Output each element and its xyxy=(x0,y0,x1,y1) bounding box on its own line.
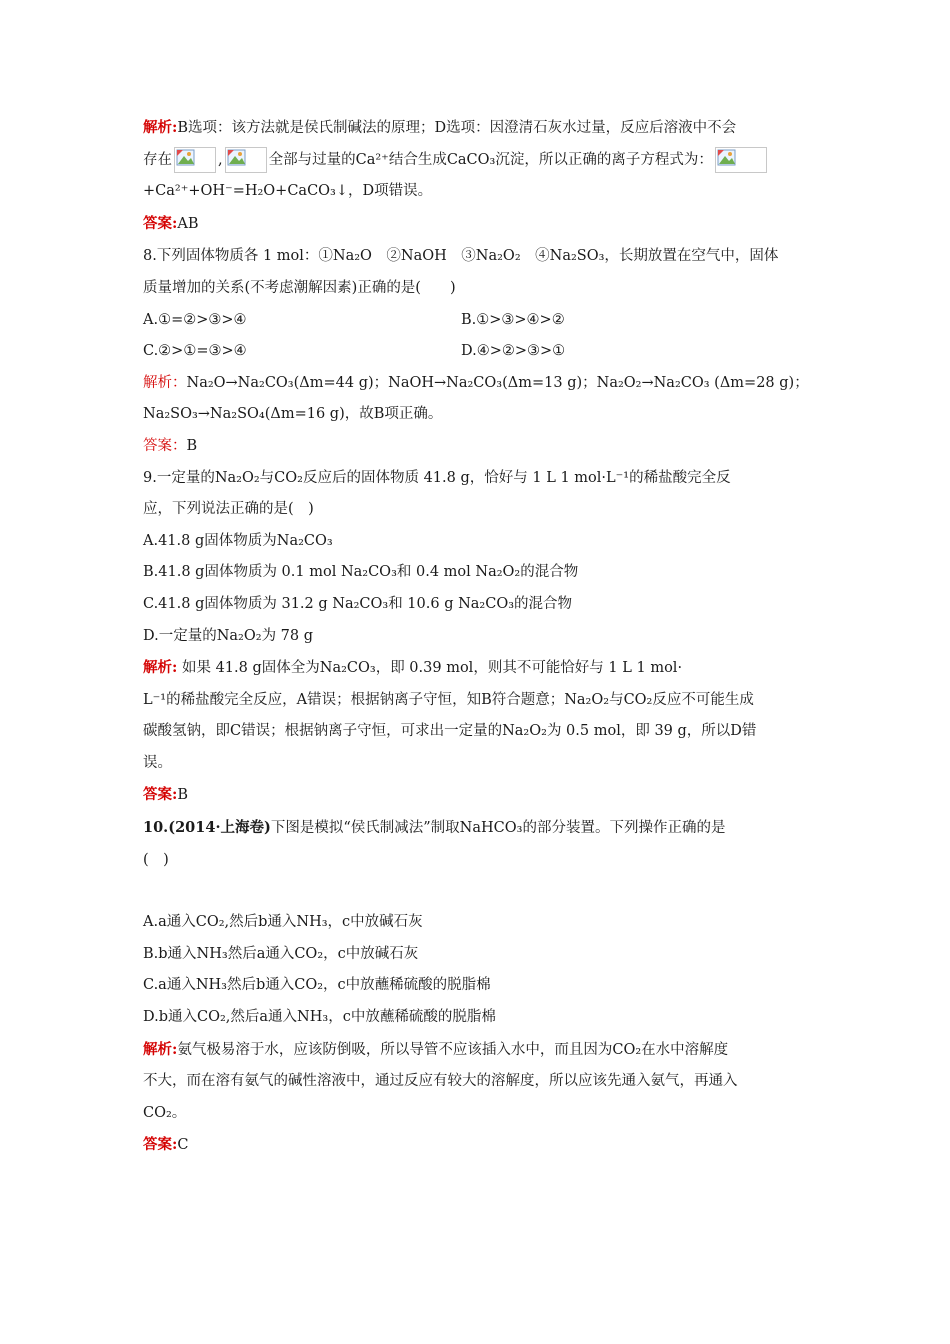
comma-text: , xyxy=(218,151,223,168)
q9-analysis-line1 xyxy=(143,652,809,685)
option-c: C.a通入NH₃然后b通入CO₂，c中放蘸稀硫酸的脱脂棉 xyxy=(143,977,491,994)
analysis-text: B选项：该方法就是侯氏制碱法的原理；D选项：因澄清石灰水过量，反应后溶液中不会 xyxy=(177,120,737,136)
option-b: B.41.8 g固体物质为 0.1 mol Na₂CO₃和 0.4 mol Na₂O₂的混合物 xyxy=(143,564,579,581)
option-a: A.a通入CO₂,然后b通入NH₃，c中放碱石灰 xyxy=(143,914,423,931)
q8-options-row2 xyxy=(143,336,809,368)
answer-label: 答案： xyxy=(143,437,187,454)
q7-analysis-line1 xyxy=(143,112,809,145)
q9-analysis-line3: 碳酸氢钠，即C错误；根据钠离子守恒，可求出一定量的Na₂O₂为 0.5 mol，即 39 g，所以D错 xyxy=(143,723,757,740)
answer-value: AB xyxy=(177,215,199,232)
q7-analysis-line2 xyxy=(143,145,809,177)
q10-answer xyxy=(143,1129,809,1162)
q8-stem-line1 xyxy=(143,240,809,273)
q10-analysis-line1 xyxy=(143,1034,809,1067)
option-d: D.一定量的Na₂O₂为 78 g xyxy=(143,627,314,644)
analysis-text: Na₂O→Na₂CO₃(Δm=44 g)；NaOH→Na₂CO₃(Δm=13 g)；Na₂O₂→Na₂CO₃ (Δm=28 g)； xyxy=(186,374,809,391)
analysis-text: 全部与过量的Ca²⁺结合生成CaCO₃沉淀，所以正确的离子方程式为： xyxy=(268,151,713,168)
q9-stem-line2: 应，下列说法正确的是( ) xyxy=(143,501,314,518)
q7-analysis-line3: +Ca²⁺+OH⁻=H₂O+CaCO₃↓，D项错误。 xyxy=(143,183,433,200)
q10-stem-line2: ( ) xyxy=(143,851,169,868)
q10-analysis-line3: CO₂。 xyxy=(143,1104,187,1121)
option-b: B.①>③>④>② xyxy=(461,311,565,328)
option-c: C.②>①=③>④ xyxy=(143,343,247,360)
option-d: D.④>②>③>① xyxy=(461,343,566,360)
analysis-label: 解析: xyxy=(143,1040,178,1058)
answer-value: B xyxy=(186,437,198,454)
q10-analysis-line2: 不大，而在溶有氨气的碱性溶液中，通过反应有较大的溶解度，所以应该先通入氨气，再通入 xyxy=(143,1073,738,1090)
q8-analysis-line2: Na₂SO₃→Na₂SO₄(Δm=16 g)，故B项正确。 xyxy=(143,406,443,423)
q9-analysis-line2: L⁻¹的稀盐酸完全反应，A错误；根据钠离子守恒，知B符合题意；Na₂O₂与CO₂反应不可能生成 xyxy=(143,691,754,708)
analysis-label: 解析: xyxy=(143,119,178,136)
analysis-text: 如果 41.8 g固体全为Na₂CO₃，即 0.39 mol，则其不可能恰好与 1 L 1 mol· xyxy=(177,660,683,677)
q7-answer xyxy=(143,208,809,241)
question-source: 10.(2014·上海卷) xyxy=(143,819,271,837)
answer-label: 答案: xyxy=(143,786,178,804)
option-c: C.41.8 g固体物质为 31.2 g Na₂CO₃和 10.6 g Na₂CO₃的混合物 xyxy=(143,595,573,612)
q8-options-row1 xyxy=(143,305,809,337)
analysis-text: 氨气极易溶于水，应该防倒吸，所以导管不应该插入水中，而且因为CO₂在水中溶解度 xyxy=(177,1041,729,1058)
option-a: A.①=②>③>④ xyxy=(143,311,247,328)
q9-analysis-line4: 误。 xyxy=(143,754,172,771)
analysis-label: 解析： xyxy=(143,374,187,391)
q9-stem-line1: 9.一定量的Na₂O₂与CO₂反应后的固体物质 41.8 g，恰好与 1 L 1 mol·L⁻¹的稀盐酸完全反 xyxy=(143,469,731,486)
q8-analysis-line1 xyxy=(143,368,809,400)
answer-label: 答案: xyxy=(143,214,178,232)
question-text: 下图是模拟“侯氏制减法”制取NaHCO₃的部分装置。下列操作正确的是 xyxy=(270,820,726,837)
document-page xyxy=(143,112,809,1162)
q10-stem-line1 xyxy=(143,812,809,845)
broken-image-icon xyxy=(174,147,216,173)
analysis-label: 解析: xyxy=(143,659,178,677)
answer-label: 答案: xyxy=(143,1136,178,1154)
q8-answer xyxy=(143,431,809,463)
figure-placeholder xyxy=(143,876,809,907)
broken-image-icon xyxy=(715,147,767,173)
q9-answer xyxy=(143,779,809,812)
question-text: 8.下列固体物质各 1 mol：①Na₂O ②NaOH ③Na₂O₂ ④Na₂SO₃，长期放置在空气中，固体 xyxy=(143,248,779,265)
option-d: D.b通入CO₂,然后a通入NH₃，c中放蘸稀硫酸的脱脂棉 xyxy=(143,1009,496,1026)
analysis-text: 存在 xyxy=(143,151,172,168)
answer-value: C xyxy=(177,1137,189,1154)
answer-value: B xyxy=(177,787,189,804)
broken-image-icon xyxy=(225,147,267,173)
q8-stem-line2: 质量增加的关系(不考虑潮解因素)正确的是( ) xyxy=(143,279,456,296)
option-a: A.41.8 g固体物质为Na₂CO₃ xyxy=(143,532,333,549)
option-b: B.b通入NH₃然后a通入CO₂，c中放碱石灰 xyxy=(143,945,419,962)
